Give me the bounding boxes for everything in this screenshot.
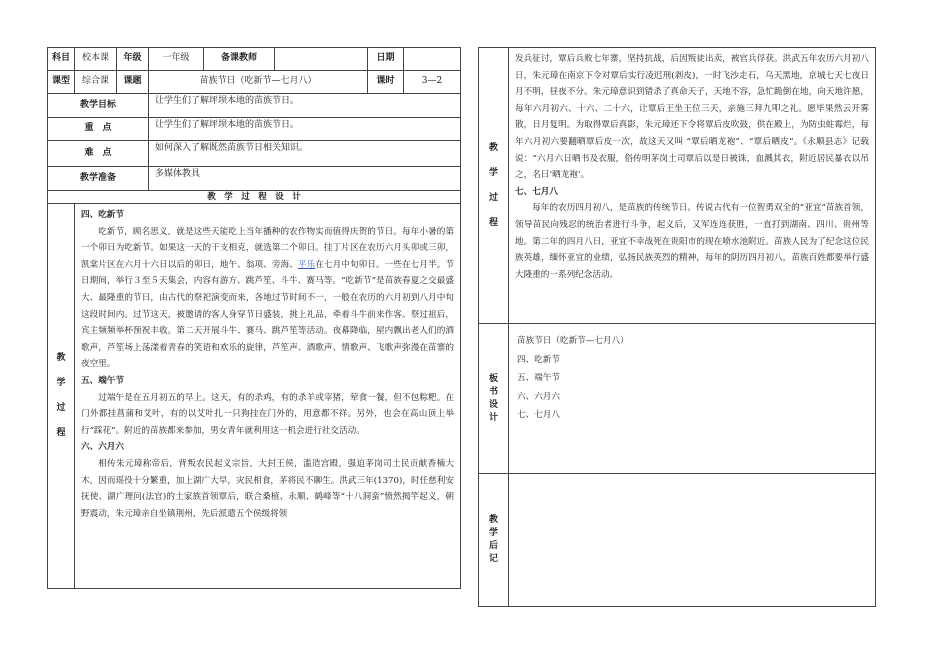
process-side-label: 教 学 过 程: [48, 204, 75, 589]
link-pingle[interactable]: 平乐: [297, 259, 316, 270]
board-line: 六、六月六: [517, 391, 560, 402]
type-label: 课型: [48, 71, 75, 94]
board-line: 苗族节日（吃新节—七月八）: [517, 336, 629, 346]
section-title-qiyueba: 七、七月八: [515, 186, 558, 197]
key-point-value: 让学生们了解坪坝本地的苗族节日。: [149, 118, 461, 141]
topic-label: 课题: [117, 71, 149, 94]
process-content-left: [75, 204, 461, 589]
date-value: [404, 48, 461, 71]
section-title-duanwu: 五、端午节: [81, 375, 124, 386]
preparation-value: 多媒体教具: [149, 167, 461, 191]
process-header: 教 学 过 程 设 计: [48, 191, 461, 204]
topic-value: 苗族节日（吃新节—七月八）: [149, 71, 368, 94]
paragraph-duanwu: 过端午是在五月初五的早上。这天，有的杀鸡，有的杀羊或宰猪，荤食一餐，但不包粽粑。在门外都挂菖蒲和艾叶，有的以艾叶扎一只狗挂在门外的，用意都不祥。另外，也会在高山顶上举行“踩花”。附近的苗族都来参加，男女青年就利用这一机会进行社交活动。: [81, 392, 454, 436]
paragraph-chixin: 吃新节，顾名思义，就是这些天能吃上当年播种的农作物实而值得庆贺的节日。每年小暑的第一个卯日为吃新节。如果这一天的干支相克，就选第二个卯日。挂丁片区在农历六月头卯或三卯，凯棠片区在六月十六日以后的卯日，地午、翁项、旁海、平乐在七月中旬卯日。一些在七月半。节日期间，举行３至５天集会，内容有游方、跳芦笙、斗牛、赛马等。“吃新节”是苗族春夏之交最盛大、最隆重的节日，由古代的祭祀演变而来，各地过节时间不一，一般在农历的六月初到八月中旬这段时间内。过节这天，被邀请的客人身穿节日盛装，挑上礼品，牵着斗牛前来作客。祭过祖后，宾主频频举杯预祝丰收。第二天开展斗牛、赛马、跳芦笙等活动。夜幕降临，屋内飘出老人们的酒歌声，芦笙场上荡漾着青春的笑语和欢乐的旋律，芦笙声、酒歌声、情歌声、飞歌声弥漫在苗寨的夜空里。: [81, 226, 454, 370]
hours-label: 课时: [368, 71, 404, 94]
key-point-label: 重 点: [48, 118, 149, 141]
type-value: 综合课: [75, 71, 117, 94]
grade-value: 一年级: [149, 48, 204, 71]
lesson-plan-table-left: [47, 47, 461, 589]
board-line: 七、七月八: [517, 410, 560, 420]
process-content-right: [509, 48, 876, 324]
lesson-plan-table-right: [478, 47, 876, 607]
difficulty-value: 如何深入了解既然苗族节日相关知识。: [149, 141, 461, 167]
board-line: 五、端午节: [517, 373, 560, 383]
reflection-content[interactable]: [509, 474, 876, 607]
reflection-side-label: 教 学 后 记: [479, 474, 509, 607]
grade-label: 年级: [117, 48, 149, 71]
difficulty-label: 难 点: [48, 141, 149, 167]
paragraph-liuyueliu-cont: 发兵征讨，覃后兵败七年寨，坚持抗战，后因叛徒出卖，被官兵俘获。洪武五年农历六月初八日，朱元璋在南京下令对覃后实行凌迟刑(剥皮)，一时飞沙走石，乌天黑地，京城七天七夜日月不明，昼夜不分。朱元璋意识到错杀了真命天子，天地不容，急忙跪倒在地，向天地许愿，每年六月初六、十六、二十六，让覃后王坐王位三天，亲施三拜九叩之礼。愿毕果然云开雾散，日月复明。为取得覃后真影，朱元璋还下令将覃后皮吹鼓，供在殿上，为防虫蛀霉烂，每年六月初六要翻晒覃后皮一次，故这天又叫 “覃后晒龙袍”、“覃后晒皮”。《永顺县志》记载说：“六月六日晒书及衣服，俗传明茅岗土司覃后以是日被诛，血溅其衣，附近居民暴衣以吊之，名曰‘晒龙袍’。: [515, 54, 869, 181]
board-line: 四、吃新节: [517, 354, 560, 365]
teacher-label: 备课教师: [204, 48, 275, 71]
paragraph-liuyueliu: 相传朱元璋称帝后，背叛农民起义宗旨，大封王侯，滥造宫殿，强迫茅岗司土民贡献香楠大木，因而瑶役十分繁重，加上湖广大旱，灾民相食，茅将民不聊生。洪武三年(1370)，时任慈利安抚使、湖广理问(法官)的土家族首领覃后，联合桑植、永顺、鹤峰等“十八洞蛮”愤然揭竿起义，朝野震动，朱元璋亲自坐镇荆州，先后派遣五个侯级将领: [81, 458, 454, 519]
preparation-label: 教学准备: [48, 167, 149, 191]
subject-label: 科目: [48, 48, 75, 71]
goal-label: 教学目标: [48, 94, 149, 118]
process-side-label-right: 教 学 过 程: [479, 48, 509, 324]
hours-value: 3—2: [404, 71, 461, 94]
teacher-value: [275, 48, 368, 71]
section-title-chixin: 四、吃新节: [81, 210, 124, 220]
section-title-liuyueliu: 六、六月六: [81, 442, 124, 453]
board-content: [509, 324, 876, 474]
paragraph-qiyueba: 每年的农历四月初八，是苗族的传统节日。传说古代有一位智勇双全的“亚宜”苗族首领，领导苗民向残忍的统治者进行斗争，起义后，又军连连获胜，一直打到湖南、四川、贵州等地。第二年的四月八日，亚宜不幸战死在贵阳市的现在喷水池附近。苗族人民为了纪念这位民族英雄，缅怀亚宜的业绩，弘扬民族英烈的精神，每年的阴历四月初八，苗族百姓都要举行盛大隆重的一系列纪念活动。: [515, 203, 869, 280]
subject-value: 校本课: [75, 48, 117, 71]
board-side-label: 板 书 设 计: [479, 324, 509, 474]
goal-value: 让学生们了解坪坝本地的苗族节日。: [149, 94, 461, 118]
date-label: 日期: [368, 48, 404, 71]
